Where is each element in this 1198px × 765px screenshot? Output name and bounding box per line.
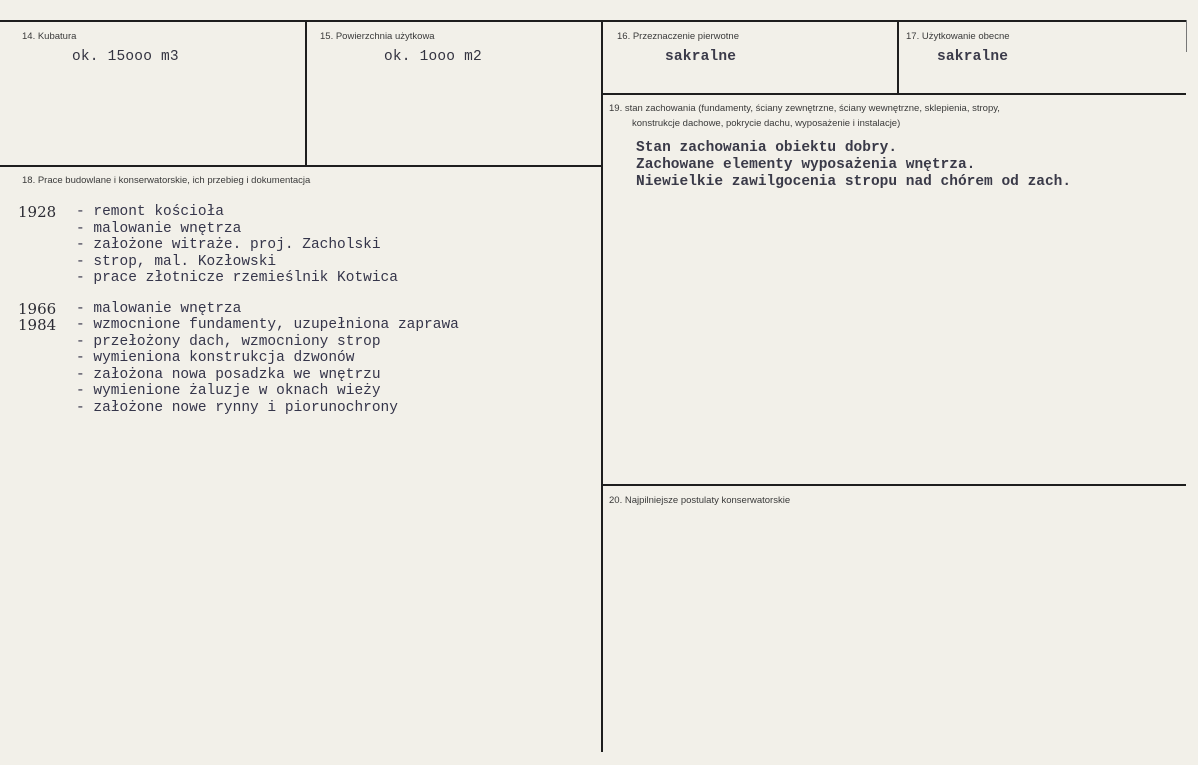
works-item: - malowanie wnętrza xyxy=(76,300,242,317)
works-row xyxy=(18,270,459,287)
divider-left-right xyxy=(601,20,603,752)
works-row xyxy=(18,237,459,254)
condition-line: Stan zachowania obiektu dobry. xyxy=(636,140,898,156)
works-row xyxy=(18,383,459,400)
works-item: - wymienione żaluzje w oknach wieży xyxy=(76,383,381,400)
przeznaczenie-label: 16. Przeznaczenie pierwotne xyxy=(617,31,739,42)
works-item: - przełożony dach, wzmocniony strop xyxy=(76,333,381,350)
works-row xyxy=(18,317,459,334)
kubatura-value: ok. 15ooo m3 xyxy=(72,49,179,65)
uzytkowanie-label: 17. Użytkowanie obecne xyxy=(906,31,1010,42)
works-item: - wymieniona konstrukcja dzwonów xyxy=(76,350,355,367)
works-item: - założone nowe rynny i piorunochrony xyxy=(76,399,398,416)
works-year-block xyxy=(18,204,459,287)
powierzchnia-label: 15. Powierzchnia użytkowa xyxy=(320,31,435,42)
rule-under-16-17 xyxy=(601,93,1186,95)
kubatura-label: 14. Kubatura xyxy=(22,31,77,42)
condition-text xyxy=(636,140,1071,191)
postulaty-label: 20. Najpilniejsze postulaty konserwatorskie xyxy=(609,495,791,506)
condition-line: Zachowane elementy wyposażenia wnętrza. xyxy=(636,157,976,173)
works-item: - założone witraże. proj. Zacholski xyxy=(76,237,381,254)
stan-label-line2: konstrukcje dachowe, pokrycie dachu, wyposażenie i instalacje) xyxy=(632,118,901,129)
works-row xyxy=(18,254,459,271)
works-row xyxy=(18,350,459,367)
divider-14-15 xyxy=(305,20,307,166)
works-year-block xyxy=(18,317,459,416)
right-edge-rule xyxy=(1186,20,1187,52)
works-row xyxy=(18,221,459,238)
works-row xyxy=(18,204,459,221)
works-row xyxy=(18,400,459,417)
powierzchnia-value: ok. 1ooo m2 xyxy=(384,49,482,65)
works-item: - remont kościoła xyxy=(76,204,224,221)
divider-16-17 xyxy=(897,20,899,94)
works-year-block xyxy=(18,301,459,318)
rule-under-14-15 xyxy=(0,165,603,167)
works-row xyxy=(18,334,459,351)
top-rule xyxy=(0,20,1186,22)
works-year: 1984 xyxy=(18,316,57,335)
works-year: 1966 xyxy=(18,299,57,318)
works-item: - wzmocnione fundamenty, uzupełniona zaprawa xyxy=(76,317,459,334)
works-item: - strop, mal. Kozłowski xyxy=(76,253,277,270)
works-row xyxy=(18,367,459,384)
uzytkowanie-value: sakralne xyxy=(937,49,1009,65)
prace-label: 18. Prace budowlane i konserwatorskie, ich przebieg i dokumentacja xyxy=(22,175,311,186)
rule-above-20 xyxy=(601,484,1186,486)
works-item: - malowanie wnętrza xyxy=(76,220,242,237)
works-row xyxy=(18,301,459,318)
stan-label-line1: 19. stan zachowania (fundamenty, ściany zewnętrzne, ściany wewnętrzne, sklepienia, stropy, xyxy=(609,103,1000,114)
przeznaczenie-value: sakralne xyxy=(665,49,737,65)
condition-line: Niewielkie zawilgocenia stropu nad chórem od zach. xyxy=(636,174,1072,190)
works-item: - prace złotnicze rzemieślnik Kotwica xyxy=(76,270,398,287)
works-year: 1928 xyxy=(18,203,57,222)
works-list xyxy=(18,204,459,430)
works-item: - założona nowa posadzka we wnętrzu xyxy=(76,366,381,383)
